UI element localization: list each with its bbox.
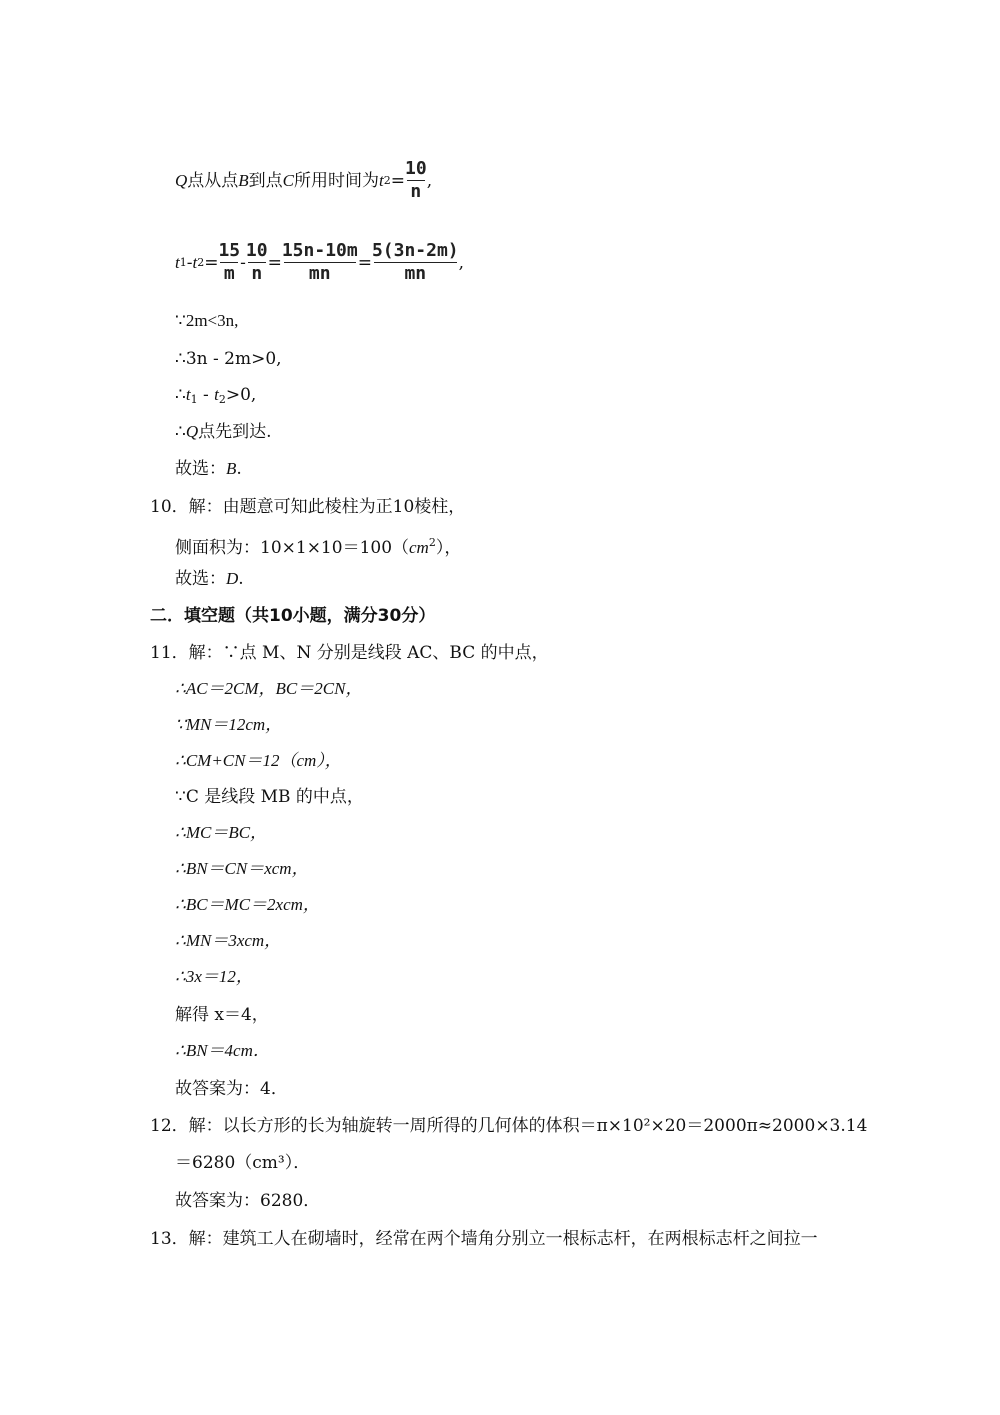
text-q-time-mid: 到点 <box>248 170 283 191</box>
var-c: C <box>282 170 295 190</box>
minus-sign: - <box>240 252 246 273</box>
comma: , <box>458 252 465 273</box>
var-q: Q <box>175 170 188 190</box>
q11-line-0: 11．解：∵点 M、N 分别是线段 AC、BC 的中点， <box>150 643 549 663</box>
q11-line-2: ∵MN＝12cm， <box>175 715 283 734</box>
eq-sign: = <box>357 252 372 273</box>
q10-area <box>175 532 461 559</box>
frac-num: 5(3n-2m) <box>371 240 459 261</box>
var-q: Q <box>185 422 199 441</box>
section-title-a: 二．填空题（共 <box>150 606 269 626</box>
therefore-q-first <box>175 421 272 443</box>
frac-num: 10 <box>245 240 268 261</box>
section-score: 30 <box>377 606 402 626</box>
text-q-time-post: 所用时间为 <box>294 170 380 191</box>
because-2m-lt-3n: ∵2m<3n, <box>175 311 239 330</box>
q11-line-12: 故答案为：4． <box>175 1079 288 1099</box>
area-sup: 2 <box>428 536 436 549</box>
therefore-sym: ∴ <box>175 422 186 442</box>
var-t1: t <box>185 385 191 404</box>
therefore-3n-2m-gt-0: ∴3n - 2m>0, <box>175 349 282 369</box>
sub-1: 1 <box>179 255 187 269</box>
choose-value: D <box>226 569 239 588</box>
choose-d <box>175 568 244 590</box>
q11-line-10: 解得 x＝4， <box>175 1005 269 1025</box>
period: . <box>236 459 242 479</box>
gt-zero: >0, <box>225 385 257 405</box>
frac-num: 10 <box>405 158 427 179</box>
q10-text: 10．解：由题意可知此棱柱为正 <box>150 497 393 517</box>
q10-prism: 棱柱， <box>414 497 466 517</box>
fraction-15n-10m-over-mn <box>282 240 358 285</box>
minus-sign: - <box>186 252 193 273</box>
therefore-sym: ∴ <box>175 385 186 405</box>
q10-ten: 10 <box>392 497 415 517</box>
q11-line-5: ∴MC＝BC， <box>175 823 268 842</box>
area-label: 侧面积为：10×1×10＝100（ <box>175 538 410 558</box>
q11-line-9: ∴3x＝12， <box>175 967 253 986</box>
q11-line-6: ∴BN＝CN＝xcm， <box>175 859 309 878</box>
period: . <box>238 569 244 589</box>
frac-den: n <box>251 263 263 284</box>
eq-sign: = <box>204 252 219 273</box>
sub-2: 2 <box>218 393 226 406</box>
eq-sign: = <box>390 170 405 191</box>
section-count: 10 <box>269 606 293 626</box>
var-t1: t <box>175 252 180 272</box>
area-unit: cm <box>409 538 429 557</box>
comma: , <box>426 170 433 191</box>
choose-value: B <box>226 459 237 478</box>
fraction-5-3n-2m-over-mn <box>372 240 459 285</box>
q11-line-8: ∴MN＝3xcm， <box>175 931 282 950</box>
q11-line-7: ∴BC＝MC＝2xcm， <box>175 895 320 914</box>
q12-line-1: 12．解：以长方形的长为轴旋转一周所得的几何体的体积＝π×10²×20＝2000π≈2000×3.14 <box>150 1116 868 1136</box>
frac-den: n <box>410 181 422 202</box>
area-close: ）， <box>435 538 462 558</box>
eq-sign: = <box>267 252 282 273</box>
frac-den: mn <box>404 263 427 284</box>
sub-2b: 2 <box>197 255 205 269</box>
q12-line-3: 故答案为：6280． <box>175 1191 321 1211</box>
sub-1: 1 <box>190 393 198 406</box>
q11-line-11: ∴BN＝4cm． <box>175 1041 270 1060</box>
var-t2: t <box>214 385 219 404</box>
fraction-10-over-n-2 <box>246 240 268 285</box>
frac-num: 15 <box>218 240 241 261</box>
q11-line-1: ∴AC＝2CM，BC＝2CN， <box>175 679 363 698</box>
choose-b <box>175 458 242 480</box>
var-t2: t <box>379 170 384 190</box>
choose-label: 故选： <box>175 459 226 479</box>
time-difference-line <box>175 240 464 285</box>
q10-header <box>150 496 465 518</box>
q13-line-1: 13．解：建筑工人在砌墙时，经常在两个墙角分别立一根标志杆，在两根标志杆之间拉一 <box>150 1229 818 1249</box>
q-time-line <box>175 158 432 203</box>
sub-2: 2 <box>383 173 391 187</box>
var-t2b: t <box>192 252 198 272</box>
q11-line-3: ∴CM+CN＝12（cm）， <box>175 751 342 770</box>
fraction-10-over-n <box>405 158 427 203</box>
section-title-b: 小题，满分 <box>292 606 378 626</box>
text-q-first: 点先到达. <box>198 422 272 442</box>
var-b: B <box>238 170 249 190</box>
section-fill-in-title <box>150 605 435 627</box>
frac-den: m <box>223 263 235 284</box>
frac-num: 15n-10m <box>281 240 358 261</box>
q12-line-2: ＝6280（cm³）． <box>175 1153 311 1173</box>
section-title-c: 分） <box>401 606 436 626</box>
q11-line-4: ∵C 是线段 MB 的中点， <box>175 787 364 807</box>
therefore-t1-t2-gt-0 <box>175 384 256 411</box>
frac-den: mn <box>308 263 331 284</box>
fraction-15-over-m <box>218 240 240 285</box>
minus: - <box>197 385 215 405</box>
choose-label: 故选： <box>175 569 226 589</box>
text-q-time-pre: 点从点 <box>187 170 239 191</box>
